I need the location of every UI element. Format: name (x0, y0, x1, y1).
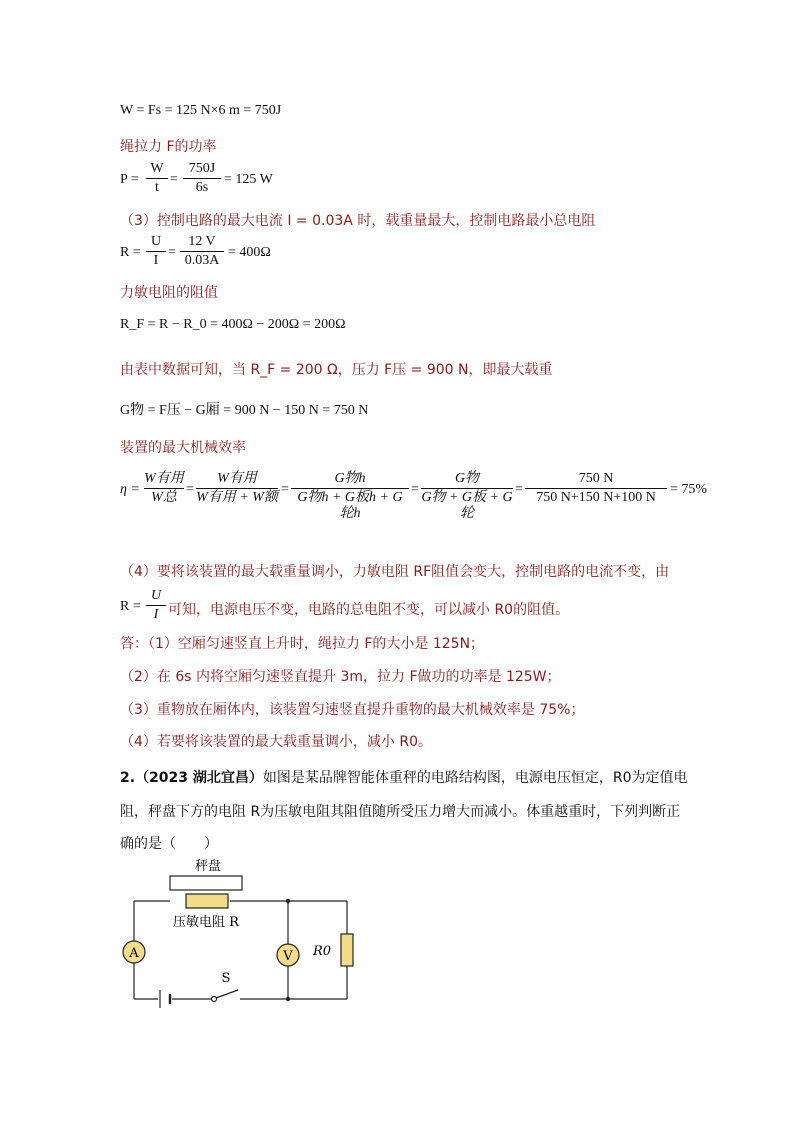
answer-4: （4）若要将该装置的最大载重量调小，减小 R0。 (120, 734, 432, 750)
power-lhs: P = (120, 172, 139, 187)
pressure-resistor (186, 894, 228, 908)
power-rhs: = 125 W (224, 172, 273, 187)
fraction-denominator: 0.03A (184, 253, 220, 268)
power-heading: 绳拉力 F的功率 (120, 139, 217, 155)
fixed-resistor (341, 934, 353, 966)
answer-3: （3）重物放在厢体内，该装置匀速竖直提升重物的最大机械效率是 75%； (120, 702, 585, 718)
fraction-denominator: W有用 + W额 (196, 490, 278, 505)
eff-fraction-2 (196, 471, 278, 506)
fraction-denominator: I (153, 253, 159, 268)
resist-fraction-1 (146, 234, 166, 269)
switch-lever (216, 990, 238, 998)
fraction-numerator: U (150, 588, 162, 603)
fraction-denominator: t (155, 180, 159, 195)
fraction-denominator: G物h + G板h + G轮h (297, 490, 403, 521)
fraction-numerator: U (150, 234, 162, 249)
eff-fraction-5 (525, 471, 667, 506)
ammeter-label: A (129, 946, 139, 961)
resist-rhs: = 400Ω (228, 245, 271, 260)
switch-pivot (212, 997, 217, 1002)
fraction-numerator: 750J (188, 161, 216, 176)
circuit-diagram (110, 858, 370, 1018)
part4-line1: （4）要将该装置的最大载重量调小，力敏电阻 RF阻值会变大，控制电路的电流不变，由 (120, 564, 670, 580)
efficiency-heading: 装置的最大机械效率 (120, 440, 246, 456)
fraction-numerator: G物h (334, 471, 366, 486)
switch-label: S (221, 971, 231, 986)
fraction-denominator: 6s (195, 180, 209, 195)
fraction-denominator: G物 + G板 + G轮 (421, 490, 513, 521)
power-fraction-2 (183, 161, 221, 196)
fraction-numerator: W有用 (144, 471, 184, 486)
answer-1: 答：（1）空厢匀速竖直上升时，绳拉力 F的大小是 125N； (120, 636, 485, 652)
weight-equation: G物 = F压 − G厢 = 900 N − 150 N = 750 N (120, 403, 369, 418)
question-2-line2: 阻，秤盘下方的电阻 R为压敏电阻其阻值随所受压力增大而减小。体重越重时，下列判断正 (120, 804, 681, 820)
fraction-numerator: 750 N (578, 471, 614, 486)
fraction-denominator: 750 N+150 N+100 N (536, 490, 656, 505)
scale-tray (170, 876, 242, 890)
work-equation: W = Fs = 125 N×6 m = 750J (120, 103, 282, 118)
fraction-numerator: W有用 (217, 471, 257, 486)
rf-equation: R_F = R − R_0 = 400Ω − 200Ω = 200Ω (120, 317, 346, 332)
part4-line2: 可知，电源电压不变，电路的总电阻不变，可以减小 R0的阻值。 (168, 602, 570, 618)
fraction-numerator: 12 V (188, 234, 216, 249)
sensor-heading: 力敏电阻的阻值 (120, 285, 218, 301)
resist-fraction-2 (180, 234, 224, 269)
sensor-label: 压敏电阻 R (173, 915, 239, 930)
fraction-denominator: W总 (151, 490, 177, 505)
question-source: （2023 湖北宜昌） (135, 770, 263, 786)
part3-intro: （3）控制电路的最大电流 I = 0.03A 时，载重量最大，控制电路最小总电阻 (120, 213, 596, 229)
resist-lhs: R = (120, 245, 141, 260)
voltmeter-label: V (283, 949, 293, 964)
fraction-denominator: I (153, 607, 159, 622)
eff-fraction-1 (144, 471, 184, 506)
answer-2: （2）在 6s 内将空厢匀速竖直提升 3m，拉力 F做功的功率是 125W； (120, 669, 561, 685)
fraction-numerator: G物 (454, 471, 480, 486)
question-2-line1 (120, 767, 688, 787)
power-fraction-1 (146, 161, 168, 196)
junction-dot (286, 997, 290, 1001)
eff-result: = 75% (670, 482, 708, 497)
question-number: 2. (120, 770, 136, 786)
tray-label: 秤盘 (194, 859, 222, 874)
question-2-line3: 确的是（ ） (120, 836, 218, 852)
question-text-1: 如图是某品牌智能体重秤的电路结构图，电源电压恒定，R0为定值电 (262, 770, 688, 786)
junction-dot (286, 899, 290, 903)
eff-fraction-4 (421, 471, 513, 522)
r0-label: R0 (312, 944, 332, 959)
eff-fraction-3 (291, 471, 409, 522)
table-conclusion: 由表中数据可知，当 R_F = 200 Ω，压力 F压 = 900 N，即最大载重 (120, 362, 553, 378)
fraction-numerator: W (150, 161, 164, 176)
